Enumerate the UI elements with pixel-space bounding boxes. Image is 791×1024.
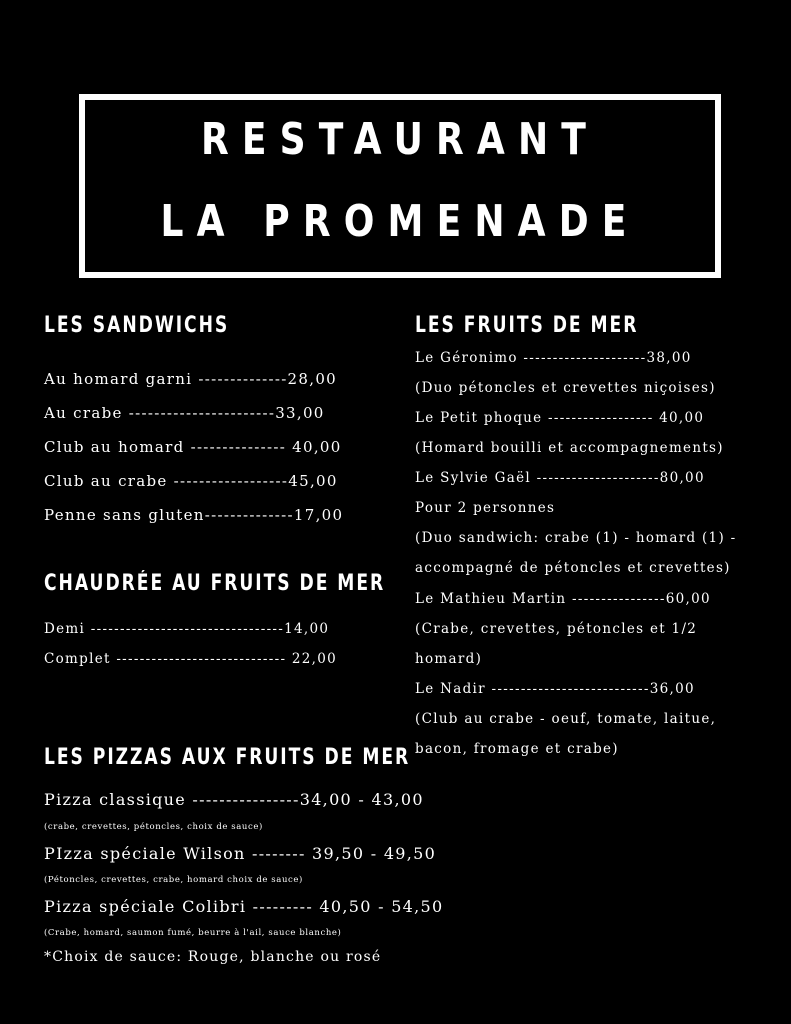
- sandwich-item: Penne sans gluten--------------17,00: [44, 506, 344, 524]
- seafood-line: Le Géronimo ---------------------38,00: [415, 350, 692, 366]
- chowder-item: Complet ----------------------------- 22,00: [44, 651, 338, 667]
- chowder-heading: CHAUDRÉE AU FRUITS DE MER: [44, 571, 386, 596]
- chowder-item: Demi ---------------------------------14,00: [44, 621, 330, 637]
- seafood-line: (Crabe, crevettes, pétoncles et 1/2: [415, 621, 698, 637]
- pizzas-heading: LES PIZZAS AUX FRUITS DE MER: [44, 745, 411, 770]
- seafood-line: Le Mathieu Martin ----------------60,00: [415, 591, 711, 607]
- seafood-line: accompagné de pétoncles et crevettes): [415, 560, 731, 576]
- seafood-line: Pour 2 personnes: [415, 500, 556, 516]
- seafood-line: (Duo sandwich: crabe (1) - homard (1) -: [415, 530, 737, 546]
- seafood-line: Le Sylvie Gaël ---------------------80,00: [415, 470, 705, 486]
- sandwiches-heading: LES SANDWICHS: [44, 313, 230, 338]
- restaurant-title-box: [79, 94, 721, 278]
- seafood-line: Le Petit phoque ------------------ 40,00: [415, 410, 705, 426]
- seafood-line: homard): [415, 651, 483, 667]
- restaurant-title-line-2: LA PROMENADE: [160, 196, 640, 247]
- sandwich-item: Club au crabe ------------------45,00: [44, 472, 338, 490]
- pizza-item-description: (crabe, crevettes, pétoncles, choix de sauce): [44, 822, 263, 832]
- seafood-line: (Club au crabe - oeuf, tomate, laitue,: [415, 711, 717, 727]
- sandwich-item: Au homard garni --------------28,00: [44, 370, 337, 388]
- seafood-heading: LES FRUITS DE MER: [415, 313, 639, 338]
- sauce-choice-note: *Choix de sauce: Rouge, blanche ou rosé: [44, 949, 382, 965]
- pizza-item-name: Pizza classique ----------------34,00 - 43,00: [44, 790, 424, 809]
- seafood-line: (Homard bouilli et accompagnements): [415, 440, 724, 456]
- pizza-item-description: (Crabe, homard, saumon fumé, beurre à l'ail, sauce blanche): [44, 928, 342, 938]
- pizza-item-name: PIzza spéciale Wilson -------- 39,50 - 49,50: [44, 844, 437, 863]
- seafood-line: bacon, fromage et crabe): [415, 741, 619, 757]
- pizza-item-description: (Pétoncles, crevettes, crabe, homard choix de sauce): [44, 875, 303, 885]
- seafood-line: (Duo pétoncles et crevettes niçoises): [415, 380, 716, 396]
- pizza-item-name: Pizza spéciale Colibri --------- 40,50 - 54,50: [44, 897, 444, 916]
- restaurant-title-line-1: RESTAURANT: [200, 114, 600, 165]
- sandwich-item: Au crabe -----------------------33,00: [44, 404, 325, 422]
- seafood-line: Le Nadir ---------------------------36,00: [415, 681, 695, 697]
- sandwich-item: Club au homard --------------- 40,00: [44, 438, 342, 456]
